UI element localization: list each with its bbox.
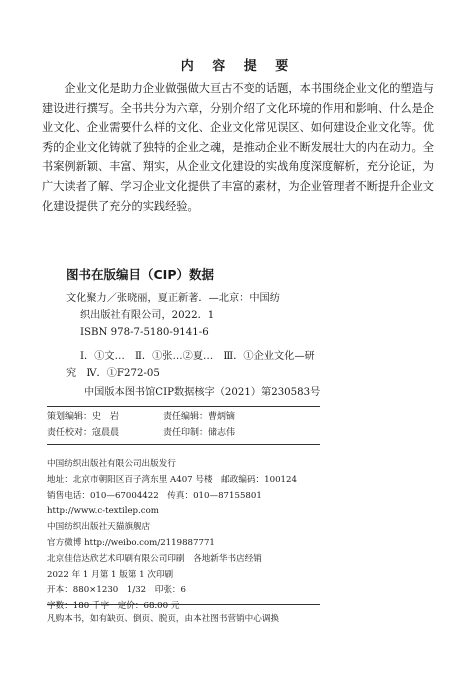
- cip-isbn: ISBN 978-7-5180-9141-6: [80, 327, 209, 338]
- summary-body: [42, 79, 434, 216]
- publisher-name: 中国纺织出版社有限公司出版发行: [47, 459, 176, 469]
- publisher-info: [47, 457, 320, 615]
- publisher-website: http://www.c-textilep.com: [47, 506, 159, 517]
- print-supervisor: 责任印制：储志伟: [163, 428, 236, 438]
- price-info: 字数：180 千字 定价：68.00 元: [47, 601, 180, 612]
- staff-credits: [47, 409, 320, 441]
- responsible-editor: 责任编辑：曹炳镝: [163, 412, 236, 422]
- cip-line-1: 文化聚力／张晓丽，夏正新著．—北京：中国纺: [66, 293, 280, 304]
- format-info: 开本：880×1230 1/32 印张：6: [47, 585, 186, 596]
- edition-info: 2022 年 1 月第 1 版第 1 次印刷: [47, 569, 174, 580]
- official-weibo: 官方微博 http://weibo.com/2119887771: [47, 537, 215, 548]
- summary-paragraph: 企业文化是助力企业做强做大亘古不变的话题，本书围绕企业文化的塑造与建设进行撰写。全书共分为六章，分别介绍了文化环境的作用和影响、什么是企业文化、企业需要什么样的文化、企业文化常见误区、如何建设企业文化等。优秀的企业文化铸就了独特的企业之魂，是推动企业不断发展壮大的内在动力。全书案例新颖、丰富、翔实，从企业文化建设的实战角度深度解析，充分论证，为广大读者了解、学习企业文化提供了丰富的素材，为企业管理者不断提升企业文化建设提供了充分的实践经验。: [42, 82, 434, 213]
- replacement-note: 凡购本书，如有缺页、倒页、脱页，由本社图书营销中心调换: [47, 614, 280, 624]
- cip-number: 中国版本图书馆CIP数据核字（2021）第230583号: [84, 387, 321, 398]
- divider-bottom: [47, 604, 320, 605]
- cip-line-5: 究 Ⅳ．①F272-05: [66, 368, 160, 379]
- planning-editor: 策划编辑：史 岩: [47, 412, 120, 422]
- cip-classification: [66, 348, 416, 382]
- divider-middle: [47, 444, 320, 445]
- sales-phone: 销售电话：010—67004422 传真：010—87155801: [47, 490, 262, 501]
- staff-row: [47, 409, 320, 425]
- cip-record: [66, 290, 416, 341]
- summary-title: 内 容 提 要: [180, 59, 296, 74]
- cip-line-2: 织出版社有限公司，2022．1: [80, 310, 215, 321]
- staff-row: [47, 425, 320, 441]
- tmall-store: 中国纺织出版社天猫旗舰店: [47, 522, 151, 533]
- printer-info: 北京佳信达欣艺术印刷有限公司印刷 各地新华书店经销: [47, 553, 262, 564]
- cip-title: 图书在版编目（CIP）数据: [66, 267, 214, 282]
- cip-line-4: Ⅰ．①文… Ⅱ．①张…②夏… Ⅲ．①企业文化—研: [80, 351, 315, 362]
- divider-top: [47, 406, 320, 407]
- publisher-address: 地址：北京市朝阳区百子湾东里 A407 号楼 邮政编码：100124: [47, 474, 297, 485]
- proofreader: 责任校对：寇晨晨: [47, 428, 120, 438]
